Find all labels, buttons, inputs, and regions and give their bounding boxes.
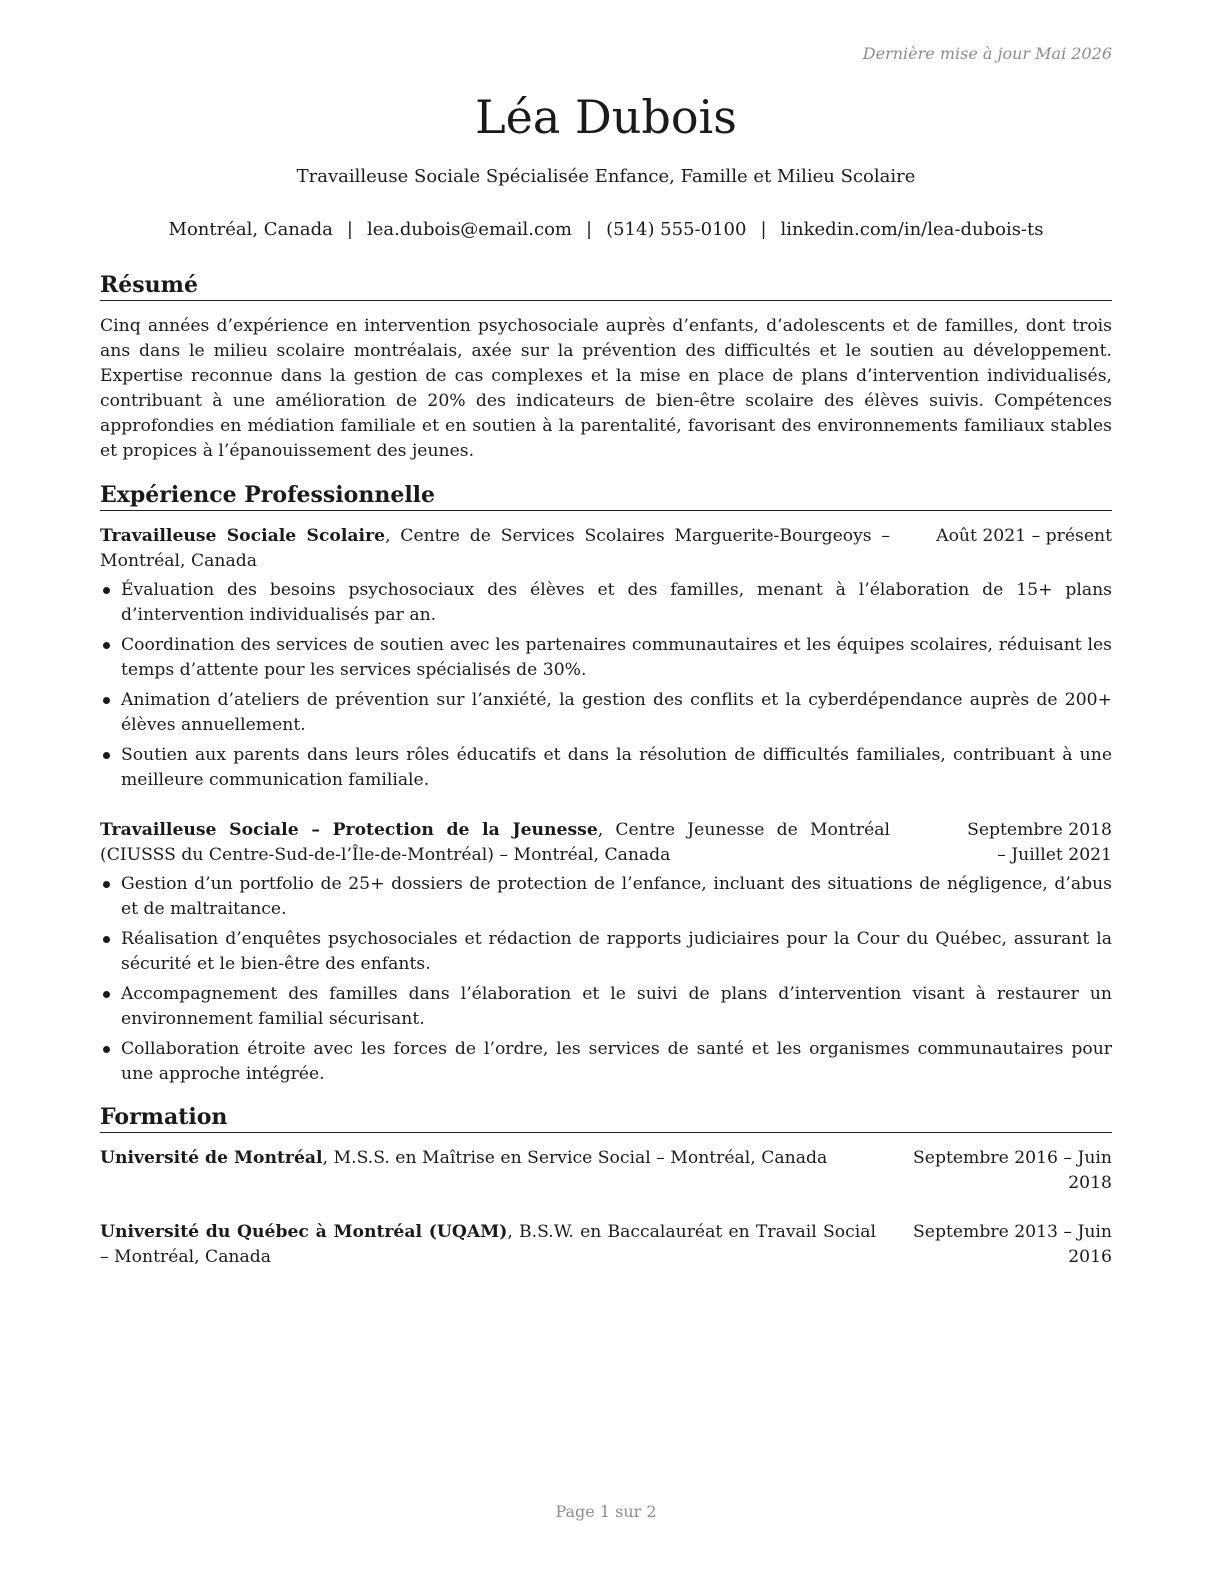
list-item: Soutien aux parents dans leurs rôles éducatifs et dans la résolution de difficultés familiales, contribuant à une meilleure communication familiale.	[100, 743, 1112, 793]
bullet-icon	[103, 936, 110, 943]
education-entry	[100, 1146, 1112, 1196]
section-title-summary: Résumé	[100, 272, 1112, 301]
list-item: Animation d’ateliers de prévention sur l’anxiété, la gestion des conflits et la cyberdépendance auprès de 200+ élèves annuellement.	[100, 688, 1112, 738]
school-name: Université du Québec à Montréal (UQAM)	[100, 1222, 508, 1242]
bullet-icon	[103, 1046, 110, 1053]
degree: , M.S.S. en Maîtrise en Service Social – Montréal, Canada	[322, 1148, 828, 1168]
contact-separator: |	[585, 219, 593, 240]
list-item: Accompagnement des familles dans l’élaboration et le suivi de plans d’intervention visant à restaurer un environnement familial sécurisant.	[100, 982, 1112, 1032]
contact-location: Montréal, Canada	[168, 219, 333, 240]
list-item: Collaboration étroite avec les forces de l’ordre, les services de santé et les organismes communautaires pour une approche intégrée.	[100, 1037, 1112, 1087]
bullet-icon	[103, 587, 110, 594]
contact-phone[interactable]: (514) 555-0100	[606, 219, 747, 240]
job-header	[100, 524, 1112, 574]
resume-page	[100, 0, 1112, 1584]
job-bullets	[100, 872, 1112, 1092]
job-header	[100, 818, 1112, 868]
section-title-education: Formation	[100, 1104, 1112, 1133]
section-title-experience: Expérience Professionnelle	[100, 482, 1112, 511]
job-role: Travailleuse Sociale – Protection de la Jeunesse	[100, 820, 598, 840]
job-title-line	[100, 524, 890, 574]
job-organization: , Centre Jeunesse de Montréal (CIUSSS du Centre-Sud-de-l’Île-de-Montréal) – Montréal, Canada	[100, 820, 890, 865]
job-organization: , Centre de Services Scolaires Marguerite-Bourgeoys – Montréal, Canada	[100, 526, 890, 571]
job-bullets	[100, 578, 1112, 798]
education-title-line	[100, 1220, 876, 1270]
education-dates: Septembre 2016 – Juin 2018	[913, 1148, 1112, 1193]
candidate-title: Travailleuse Sociale Spécialisée Enfance, Famille et Milieu Scolaire	[296, 166, 916, 187]
job-dates: Septembre 2018 – Juillet 2021	[967, 820, 1112, 865]
summary-text: Cinq années d’expérience en intervention psychosociale auprès d’enfants, d’adolescents et de familles, dont trois ans dans le milieu scolaire montréalais, axée sur la prévention des difficultés et le soutien au développement. Expertise reconnue dans la gestion de cas complexes et la mise en place de plans d’intervention individualisés, contribuant à une amélioration de 20% des indicateurs de bien-être scolaire des élèves suivis. Compétences approfondies en médiation familiale et en soutien à la parentalité, favorisant des environnements familiaux stables et propices à l’épanouissement des jeunes.	[100, 316, 1112, 461]
degree: , B.S.W. en Baccalauréat en Travail Social – Montréal, Canada	[100, 1222, 876, 1267]
job-dates: Août 2021 – présent	[936, 526, 1112, 546]
list-item: Réalisation d’enquêtes psychosociales et rédaction de rapports judiciaires pour la Cour du Québec, assurant la sécurité et le bien-être des enfants.	[100, 927, 1112, 977]
job-role: Travailleuse Sociale Scolaire	[100, 526, 386, 546]
bullet-icon	[103, 752, 110, 759]
list-item: Coordination des services de soutien avec les partenaires communautaires et les équipes scolaires, réduisant les temps d’attente pour les services spécialisés de 30%.	[100, 633, 1112, 683]
job-title-line	[100, 818, 890, 868]
page-number: Page 1 sur 2	[555, 1502, 657, 1521]
bullet-icon	[103, 991, 110, 998]
last-updated: Dernière mise à jour Mai 2026	[862, 44, 1112, 63]
education-title-line	[100, 1146, 870, 1171]
bullet-icon	[103, 697, 110, 704]
bullet-icon	[103, 881, 110, 888]
contact-line	[100, 219, 1112, 240]
education-entry	[100, 1220, 1112, 1270]
list-item: Évaluation des besoins psychosociaux des élèves et des familles, menant à l’élaboration de 15+ plans d’intervention individualisés par an.	[100, 578, 1112, 628]
list-item: Gestion d’un portfolio de 25+ dossiers de protection de l’enfance, incluant des situations de négligence, d’abus et de maltraitance.	[100, 872, 1112, 922]
school-name: Université de Montréal	[100, 1148, 323, 1168]
bullet-icon	[103, 642, 110, 649]
contact-email[interactable]: lea.dubois@email.com	[366, 219, 572, 240]
contact-separator: |	[760, 219, 767, 240]
education-dates: Septembre 2013 – Juin 2016	[913, 1222, 1112, 1267]
candidate-name: Léa Dubois	[475, 90, 737, 144]
contact-linkedin[interactable]: linkedin.com/in/lea-dubois-ts	[780, 219, 1044, 240]
contact-separator: |	[346, 219, 353, 240]
